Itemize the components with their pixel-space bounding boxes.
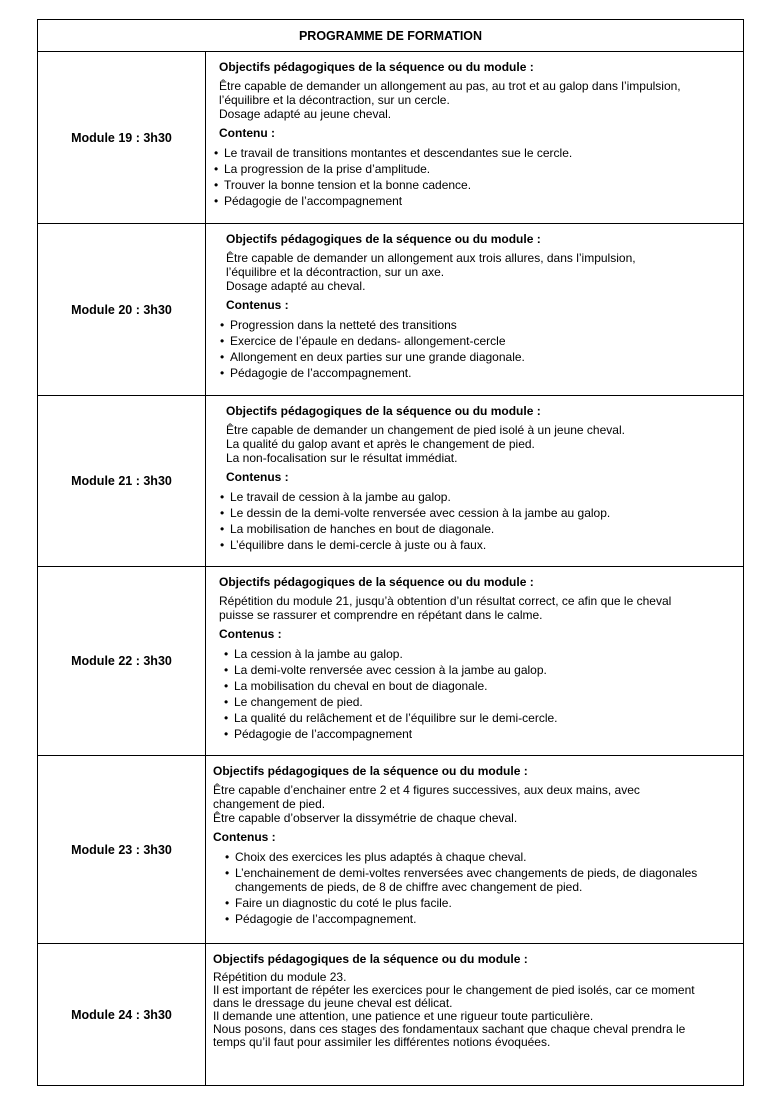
objectives-heading: Objectifs pédagogiques de la séquence ou du module : xyxy=(213,952,528,966)
objectives-text xyxy=(213,783,743,825)
objective-line: Être capable d’observer la dissymétrie de chaque cheval. xyxy=(213,811,518,825)
objectives-text xyxy=(219,594,743,622)
table-title: PROGRAMME DE FORMATION xyxy=(38,20,743,52)
objectives-text xyxy=(226,423,743,465)
module-row-22 xyxy=(38,567,743,756)
objectives-text xyxy=(219,79,743,121)
objective-line: Il est important de répéter les exercices pour le changement de pied isolés, car ce moment xyxy=(213,983,695,997)
list-item: • L’enchainement de demi-voltes renversées avec changements de pieds, de diagonales changements de pieds, de 8 de chiffre avec changement de pied. xyxy=(225,866,741,894)
objectives-heading: Objectifs pédagogiques de la séquence ou du module : xyxy=(226,404,541,418)
objective-line: Il demande une attention, une patience et une rigueur toute particulière. xyxy=(213,1009,594,1023)
module-row-20 xyxy=(38,224,743,396)
objective-line: Répétition du module 23. xyxy=(213,970,347,984)
list-item: • Pédagogie de l’accompagnement. xyxy=(220,366,743,380)
module-label: Module 23 : 3h30 xyxy=(38,756,206,943)
list-item: • La demi-volte renversée avec cession à la jambe au galop. xyxy=(224,663,743,677)
list-item: • Le dessin de la demi-volte renversée avec cession à la jambe au galop. xyxy=(220,506,743,520)
list-item: • Faire un diagnostic du coté le plus facile. xyxy=(225,896,741,910)
objective-line: Répétition du module 21, jusqu’à obtention d’un résultat correct, ce afin que le cheval xyxy=(219,594,672,608)
module-label: Module 24 : 3h30 xyxy=(38,944,206,1085)
objectives-heading: Objectifs pédagogiques de la séquence ou du module : xyxy=(213,764,528,778)
module-label: Module 20 : 3h30 xyxy=(38,224,206,395)
list-item: • La qualité du relâchement et de l’équilibre sur le demi-cercle. xyxy=(224,711,743,725)
objectives-heading: Objectifs pédagogiques de la séquence ou du module : xyxy=(219,60,534,74)
list-item: • Pédagogie de l’accompagnement. xyxy=(225,912,741,926)
objective-line: La non-focalisation sur le résultat immédiat. xyxy=(226,451,458,465)
objective-line: puisse se rassurer et comprendre en répétant dans le calme. xyxy=(219,608,543,622)
objective-line: dans le dressage du jeune cheval est délicat. xyxy=(213,996,453,1010)
list-item: • Trouver la bonne tension et la bonne cadence. xyxy=(214,178,743,192)
module-content xyxy=(206,944,743,1085)
objective-line: l’équilibre et la décontraction, sur un cercle. xyxy=(219,93,450,107)
content-heading: Contenu : xyxy=(219,126,275,140)
content-list xyxy=(225,850,743,926)
content-heading: Contenus : xyxy=(226,470,289,484)
objective-line: Dosage adapté au cheval. xyxy=(226,279,366,293)
list-item: • L’équilibre dans le demi-cercle à juste ou à faux. xyxy=(220,538,743,552)
content-heading: Contenus : xyxy=(219,627,282,641)
module-content xyxy=(206,756,743,943)
list-item: • Le travail de cession à la jambe au galop. xyxy=(220,490,743,504)
objective-line: changement de pied. xyxy=(213,797,326,811)
list-item: • La cession à la jambe au galop. xyxy=(224,647,743,661)
list-item: • La mobilisation du cheval en bout de diagonale. xyxy=(224,679,743,693)
objective-line: temps qu’il faut pour assimiler les différentes notions évoquées. xyxy=(213,1035,551,1049)
content-heading: Contenus : xyxy=(213,830,276,844)
module-label: Module 19 : 3h30 xyxy=(38,52,206,223)
objective-line: Être capable d’enchainer entre 2 et 4 figures successives, aux deux mains, avec xyxy=(213,783,640,797)
list-item: • Le changement de pied. xyxy=(224,695,743,709)
objective-line: l’équilibre et la décontraction, sur un axe. xyxy=(226,265,445,279)
content-list xyxy=(220,318,743,380)
objectives-heading: Objectifs pédagogiques de la séquence ou du module : xyxy=(219,575,534,589)
objective-line: Être capable de demander un allongement au pas, au trot et au galop dans l’impulsion, xyxy=(219,79,681,93)
list-item: • Exercice de l’épaule en dedans- allongement-cercle xyxy=(220,334,743,348)
module-label: Module 21 : 3h30 xyxy=(38,396,206,566)
objective-line: Nous posons, dans ces stages des fondamentaux sachant que chaque cheval prendra le xyxy=(213,1022,686,1036)
list-item: • La progression de la prise d’amplitude. xyxy=(214,162,743,176)
list-item: • Progression dans la netteté des transitions xyxy=(220,318,743,332)
objectives-heading: Objectifs pédagogiques de la séquence ou du module : xyxy=(226,232,541,246)
module-row-23 xyxy=(38,756,743,944)
module-label: Module 22 : 3h30 xyxy=(38,567,206,755)
module-content xyxy=(206,567,743,755)
module-content xyxy=(206,224,743,395)
objective-line: Être capable de demander un changement de pied isolé à un jeune cheval. xyxy=(226,423,625,437)
content-heading: Contenus : xyxy=(226,298,289,312)
module-content xyxy=(206,52,743,223)
module-content xyxy=(206,396,743,566)
module-row-21 xyxy=(38,396,743,567)
objectives-text xyxy=(226,251,743,293)
list-item: • Choix des exercices les plus adaptés à chaque cheval. xyxy=(225,850,741,864)
objective-line: Dosage adapté au jeune cheval. xyxy=(219,107,392,121)
list-item: • Le travail de transitions montantes et descendantes sue le cercle. xyxy=(214,146,743,160)
list-item: • Pédagogie de l’accompagnement xyxy=(224,727,743,741)
list-item: • La mobilisation de hanches en bout de diagonale. xyxy=(220,522,743,536)
objectives-text xyxy=(213,971,743,1049)
list-item: • Allongement en deux parties sur une grande diagonale. xyxy=(220,350,743,364)
content-list xyxy=(224,647,743,741)
content-list xyxy=(220,490,743,552)
training-program-table xyxy=(37,19,744,1086)
module-row-24 xyxy=(38,944,743,1085)
module-row-19 xyxy=(38,52,743,224)
objective-line: Être capable de demander un allongement aux trois allures, dans l’impulsion, xyxy=(226,251,636,265)
list-item: • Pédagogie de l’accompagnement xyxy=(214,194,743,208)
content-list xyxy=(214,146,743,208)
objective-line: La qualité du galop avant et après le changement de pied. xyxy=(226,437,535,451)
